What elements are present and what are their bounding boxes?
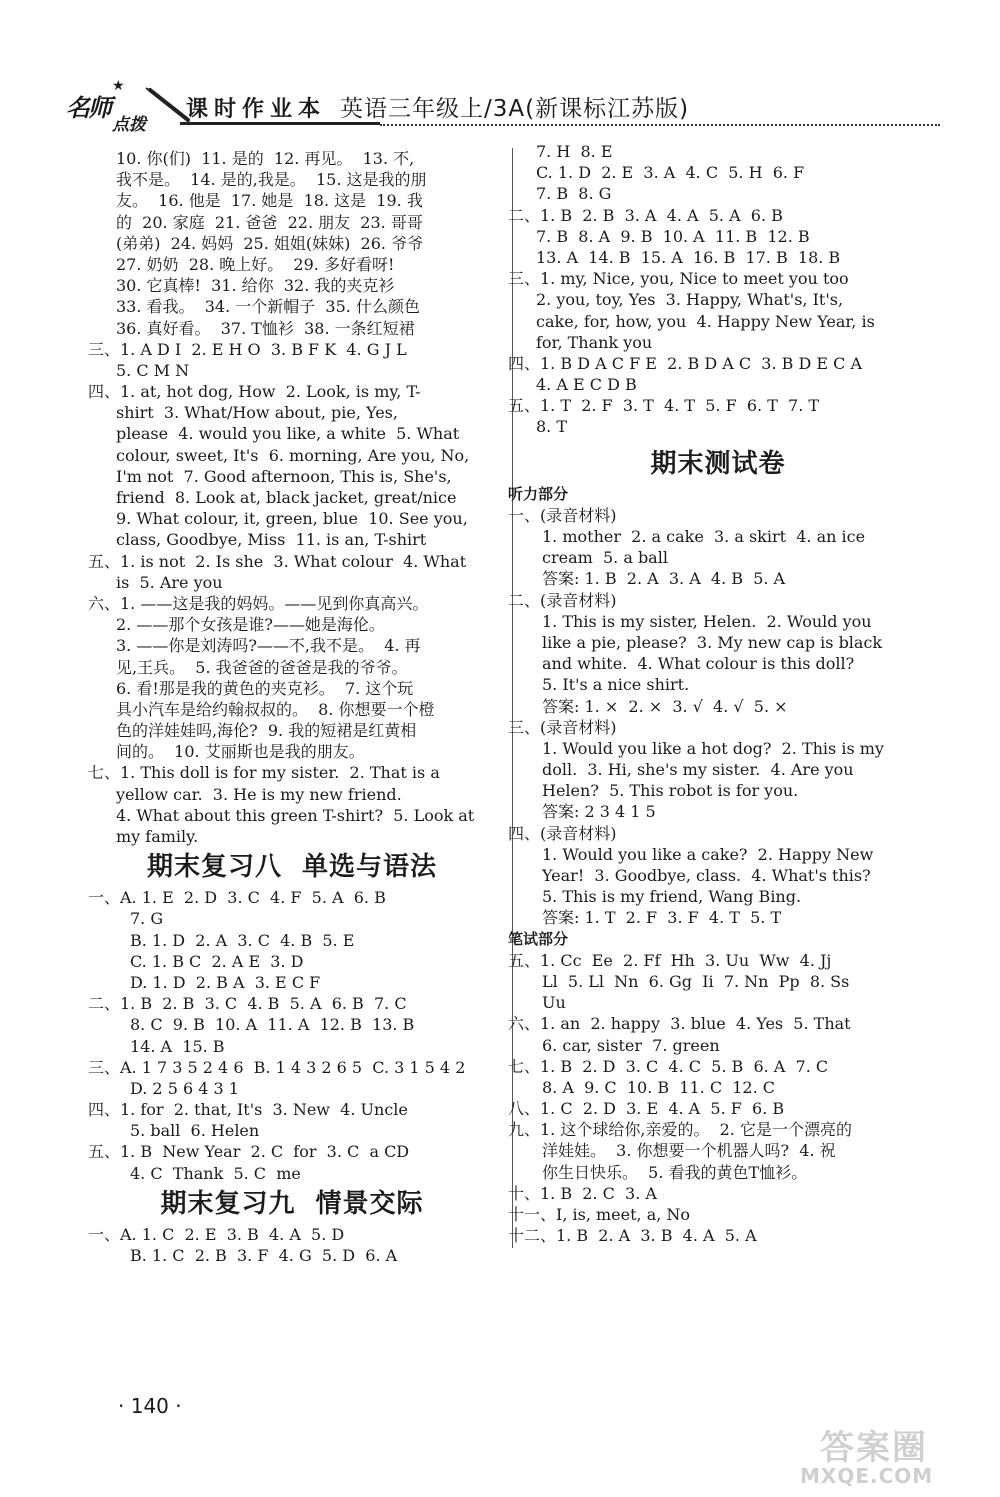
answer-line: 五、1. B New Year 2. C for 3. C a CD xyxy=(88,1142,410,1162)
answer-line: colour, sweet, It's 6. morning, Are you, No, xyxy=(116,445,470,465)
answer-line: 四、1. B D A C F E 2. B D A C 3. B D E C A xyxy=(508,353,863,373)
answer-line: 一、(录音材料) xyxy=(508,505,617,525)
answer-line: 八、1. C 2. D 3. E 4. A 5. F 6. B xyxy=(508,1099,785,1119)
answer-line: 6. 看!那是我的黄色的夹克衫。 7. 这个玩 xyxy=(116,678,414,698)
answer-line: 答案: 1. B 2. A 3. A 4. B 5. A xyxy=(542,569,786,589)
header-rule xyxy=(180,122,380,125)
answer-line: 1. This is my sister, Helen. 2. Would you xyxy=(542,611,872,631)
answer-line: 十一、I, is, meet, a, No xyxy=(508,1205,691,1224)
answer-line: 五、1. T 2. F 3. T 4. T 5. F 6. T 7. T xyxy=(508,396,820,416)
answer-line: 答案: 1. × 2. × 3. √ 4. √ 5. × xyxy=(542,696,788,716)
answer-line: cake, for, how, you 4. Happy New Year, is xyxy=(536,311,875,331)
answer-line: friend 8. Look at, black jacket, great/nice xyxy=(116,488,457,507)
answer-line: B. 1. C 2. B 3. F 4. G 5. D 6. A xyxy=(130,1246,398,1265)
answer-line: 六、1. ——这是我的妈妈。——见到你真高兴。 xyxy=(88,593,429,613)
answer-line: 答案: 1. T 2. F 3. F 4. T 5. T xyxy=(542,908,782,928)
answer-line: Helen? 5. This robot is for you. xyxy=(542,781,799,801)
star-icon: ★ xyxy=(112,78,125,94)
answer-line: C. 1. D 2. E 3. A 4. C 5. H 6. F xyxy=(536,163,805,183)
answer-line: (弟弟) 24. 妈妈 25. 姐姐(妹妹) 26. 爷爷 xyxy=(116,233,424,253)
listening-heading: 听力部分 xyxy=(508,484,569,503)
left-column xyxy=(88,148,496,1266)
answer-line: 七、1. This doll is for my sister. 2. That is a xyxy=(88,763,440,783)
answer-line: 4. C Thank 5. C me xyxy=(130,1163,301,1183)
answer-line: 27. 奶奶 28. 晚上好。 29. 多好看呀! xyxy=(116,254,395,274)
answer-line: 7. B 8. G xyxy=(536,184,612,204)
answer-line: B. 1. D 2. A 3. C 4. B 5. E xyxy=(130,930,355,950)
answer-line: Uu xyxy=(542,993,566,1013)
answer-line: 六、1. an 2. happy 3. blue 4. Yes 5. That xyxy=(508,1014,851,1034)
subject-title: 英语三年级上/3A(新课标江苏版) xyxy=(340,96,690,122)
answer-line: doll. 3. Hi, she's my sister. 4. Are you xyxy=(542,760,854,780)
answer-line: please 4. would you like, a white 5. What xyxy=(116,424,460,444)
answer-line: 间的。 10. 艾丽斯也是我的朋友。 xyxy=(116,742,365,762)
answer-line: C. 1. B C 2. A E 3. D xyxy=(130,951,304,971)
right-column xyxy=(508,141,928,1246)
answer-line: D. 2 5 6 4 3 1 xyxy=(130,1078,239,1098)
answer-line: is 5. Are you xyxy=(116,572,223,592)
answer-line: 四、1. for 2. that, It's 3. New 4. Uncle xyxy=(88,1100,408,1120)
answer-line: 友。 16. 他是 17. 她是 18. 这是 19. 我 xyxy=(116,191,423,211)
review8-answers xyxy=(88,887,496,1184)
answer-line: cream 5. a ball xyxy=(542,548,668,568)
watermark-title: 答案圈 xyxy=(820,1428,928,1468)
answer-line: 33. 看我。 34. 一个新帽子 35. 什么颜色 xyxy=(116,297,420,317)
answer-line: 9. What colour, it, green, blue 10. See you, xyxy=(116,509,468,529)
answer-line: I'm not 7. Good afternoon, This is, She's, xyxy=(116,466,452,486)
answer-line: 一、A. 1. E 2. D 3. C 4. F 5. A 6. B xyxy=(88,888,386,908)
answer-line: 你生日快乐。 5. 看我的黄色T恤衫。 xyxy=(542,1162,808,1182)
answer-line: yellow car. 3. He is my new friend. xyxy=(116,784,402,804)
watermark xyxy=(800,1420,990,1492)
header-dotted-rule xyxy=(380,124,940,126)
answer-line: 答案: 2 3 4 1 5 xyxy=(542,802,656,822)
answer-line: 5. ball 6. Helen xyxy=(130,1121,260,1141)
answer-line: 7. G xyxy=(130,909,164,929)
answer-line: and white. 4. What colour is this doll? xyxy=(542,654,855,674)
answer-line: 8. T xyxy=(536,417,568,437)
answer-line: 1. Would you like a hot dog? 2. This is my xyxy=(542,738,884,758)
answer-line: 14. A 15. B xyxy=(130,1036,225,1056)
answer-line: 36. 真好看。 37. T恤衫 38. 一条红短裙 xyxy=(116,318,415,338)
answer-line: 3. ——你是刘涛吗?——不,我不是。 4. 再 xyxy=(116,636,421,656)
answer-line: 三、A. 1 7 3 5 2 4 6 B. 1 4 3 2 6 5 C. 3 1 5 4 2 xyxy=(88,1057,466,1077)
answer-line: 九、1. 这个球给你,亲爱的。 2. 它是一个漂亮的 xyxy=(508,1120,852,1140)
answer-line: 8. A 9. C 10. B 11. C 12. C xyxy=(542,1077,776,1097)
answer-line: 1. Would you like a cake? 2. Happy New xyxy=(542,844,874,864)
answer-line: 4. What about this green T-shirt? 5. Look at xyxy=(116,805,475,825)
answer-line: 2. you, toy, Yes 3. Happy, What's, It's, xyxy=(536,290,844,310)
brand-logo xyxy=(60,78,180,134)
answer-line: 四、1. at, hot dog, How 2. Look, is my, T- xyxy=(88,382,421,402)
answer-line: 5. C M N xyxy=(116,360,190,380)
answer-line: 四、(录音材料) xyxy=(508,823,617,843)
answer-line: 1. mother 2. a cake 3. a skirt 4. an ice xyxy=(542,527,866,546)
series-title: 课时作业本 xyxy=(186,97,327,122)
answer-line: 三、(录音材料) xyxy=(508,717,617,737)
answer-line: 五、1. Cc Ee 2. Ff Hh 3. Uu Ww 4. Jj xyxy=(508,950,832,970)
logo-sub-text: 点拨 xyxy=(112,115,146,135)
answer-line: for, Thank you xyxy=(536,332,653,352)
answer-line: 5. This is my friend, Wang Bing. xyxy=(542,887,802,907)
written-heading: 笔试部分 xyxy=(508,929,569,948)
answer-line: 7. B 8. A 9. B 10. A 11. B 12. B xyxy=(536,226,810,246)
answer-line: Year! 3. Goodbye, class. 4. What's this? xyxy=(542,866,871,885)
answer-line: 6. car, sister 7. green xyxy=(542,1035,720,1055)
answer-line: 2. ——那个女孩是谁?——她是海伦。 xyxy=(116,615,385,635)
answer-line: 5. It's a nice shirt. xyxy=(542,675,690,695)
answer-line: class, Goodbye, Miss 11. is an, T-shirt xyxy=(116,530,427,550)
answer-line: 五、1. is not 2. Is she 3. What colour 4. What xyxy=(88,551,467,571)
answer-line: 7. H 8. E xyxy=(536,142,613,161)
section-title-review8: 期末复习八 单选与语法 xyxy=(146,852,438,883)
written-answers xyxy=(508,950,928,1247)
page-number: · 140 · xyxy=(118,1394,182,1418)
logo-main-text: 名师 xyxy=(66,93,110,122)
answer-line: 三、1. A D I 2. E H O 3. B F K 4. G J L xyxy=(88,339,407,359)
answer-line: 色的洋娃娃吗,海伦? 9. 我的短裙是红黄相 xyxy=(116,721,417,741)
answer-line: 二、1. B 2. B 3. C 4. B 5. A 6. B 7. C xyxy=(88,994,407,1014)
answer-line: D. 1. D 2. B A 3. E C F xyxy=(130,972,321,992)
answer-line: 二、(录音材料) xyxy=(508,590,617,610)
answer-line: 8. C 9. B 10. A 11. A 12. B 13. B xyxy=(130,1015,415,1035)
section-title-final-test: 期末测试卷 xyxy=(650,448,786,479)
answer-line: 十、1. B 2. C 3. A xyxy=(508,1183,657,1203)
review9-answers xyxy=(88,1224,496,1266)
answer-line: 洋娃娃。 3. 你想要一个机器人吗? 4. 祝 xyxy=(542,1141,836,1161)
answer-lines-right xyxy=(508,141,928,438)
answer-line: 见,王兵。 5. 我爸爸的爸爸是我的爷爷。 xyxy=(116,657,408,677)
watermark-url: MXQE.COM xyxy=(800,1464,934,1488)
answer-line: 的 20. 家庭 21. 爸爸 22. 朋友 23. 哥哥 xyxy=(116,212,423,232)
answer-line: 4. A E C D B xyxy=(536,375,637,395)
answer-line: 二、1. B 2. B 3. A 4. A 5. A 6. B xyxy=(508,205,783,225)
answer-line: 我不是。 14. 是的,我是。 15. 这是我的朋 xyxy=(116,170,427,190)
answer-line: 10. 你(们) 11. 是的 12. 再见。 13. 不, xyxy=(116,149,415,168)
answer-line: 具小汽车是给约翰叔叔的。 8. 你想要一个橙 xyxy=(116,699,435,719)
answer-line: 30. 它真棒! 31. 给你 32. 我的夹克衫 xyxy=(116,276,395,296)
answer-line: 十二、1. B 2. A 3. B 4. A 5. A xyxy=(508,1226,757,1246)
answer-line: 七、1. B 2. D 3. C 4. C 5. B 6. A 7. C xyxy=(508,1056,829,1076)
listening-answers xyxy=(508,505,928,929)
section-title-review9: 期末复习九 情景交际 xyxy=(160,1188,424,1219)
answer-line: shirt 3. What/How about, pie, Yes, xyxy=(116,403,398,423)
answer-line: 三、1. my, Nice, you, Nice to meet you too xyxy=(508,269,849,289)
answer-line: Ll 5. Ll Nn 6. Gg Ii 7. Nn Pp 8. Ss xyxy=(542,971,850,991)
answer-line: like a pie, please? 3. My new cap is black xyxy=(542,632,883,652)
answer-line: my family. xyxy=(116,827,199,846)
answer-lines-left xyxy=(88,148,496,847)
answer-line: 一、A. 1. C 2. E 3. B 4. A 5. D xyxy=(88,1224,345,1244)
page-header xyxy=(60,78,920,138)
answer-line: 13. A 14. B 15. A 16. B 17. B 18. B xyxy=(536,247,841,267)
